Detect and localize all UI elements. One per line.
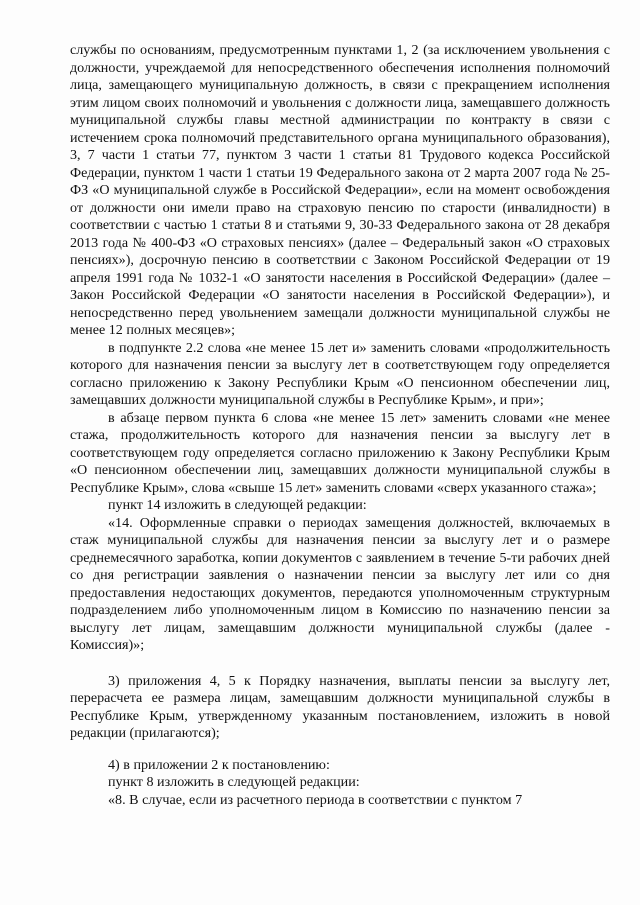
paragraph-point-14-text: «14. Оформленные справки о периодах замещения должностей, включаемых в стаж муниципальной службы для назначения пенсии за выслугу лет и о размере среднемесячного заработка, копии документов с заявлением в течение 5-ти рабочих дней со дня регистрации заявления о назначении пенсии за выслугу лет или со дня предоставления недостающих документов, передаются уполномоченным структурным подразделением либо уполномоченным лицом в Комиссию по назначению пенсии за выслугу лет лицам, замещавшим должности муниципальной службы (далее - Комиссия)»; [70, 514, 610, 653]
paragraph-point-6: в абзаце первом пункта 6 слова «не менее 15 лет» заменить словами «не менее стажа, продолжительность которого для назначения пенсии за выслугу лет в соответствующем году определяется согласно приложению к Закону Республики Крым «О пенсионном обеспечении лиц, замещавших должности муниципальной службы в Республике Крым», слова «свыше 15 лет» заменить словами «сверх указанного стажа»; [70, 409, 610, 496]
paragraph-item-3: 3) приложения 4, 5 к Порядку назначения, выплаты пенсии за выслугу лет, перерасчета ее размера лицам, замещавшим должности муниципальной службы в Республике Крым, утвержденному указанным постановлением, изложить в новой редакции (прилагаются); [70, 672, 610, 741]
paragraph-eligibility-conditions: службы по основаниям, предусмотренным пунктами 1, 2 (за исключением увольнения с должности, учреждаемой для непосредственного обеспечения исполнения полномочий лица, замещающего муниципальную должность, в связи с прекращением исполнения этим лицом своих полномочий и увольнения с должности лица, замещавшего должность муниципальной службы главы местной администрации по контракту в связи с истечением срока полномочий представительного органа муниципального образования), 3, 7 части 1 статьи 77, пунктом 3 части 1 статьи 81 Трудового кодекса Российской Федерации, пунктом 1 части 1 статьи 19 Федерального закона от 2 марта 2007 года № 25-ФЗ «О муниципальной службе в Российской Федерации», если на момент освобождения от должности они имели право на страховую пенсию по старости (инвалидности) в соответствии с частью 1 статьи 8 и статьями 9, 30-33 Федерального закона от 28 декабря 2013 года № 400-ФЗ «О страховых пенсиях» (далее – Федеральный закон «О страховых пенсиях»), досрочную пенсию в соответствии с Законом Российской Федерации от 19 апреля 1991 года № 1032-1 «О занятости населения в Российской Федерации» (далее – Закон Российской Федерации «О занятости населения в Российской Федерации»), и непосредственно перед увольнением замещали должности муниципальной службы не менее 12 полных месяцев»; [70, 42, 610, 338]
paragraph-item-4: 4) в приложении 2 к постановлению: [108, 756, 330, 773]
paragraph-point-8-text: «8. В случае, если из расчетного периода в соответствии с пунктом 7 [108, 791, 523, 808]
paragraph-point-8-intro: пункт 8 изложить в следующей редакции: [108, 774, 360, 790]
paragraph-point-14-intro: пункт 14 изложить в следующей редакции: [108, 497, 367, 513]
paragraph-spacer [70, 655, 610, 673]
paragraph-spacer [70, 743, 610, 757]
document-body [70, 42, 610, 809]
paragraph-subpoint-2-2: в подпункте 2.2 слова «не менее 15 лет и» заменить словами «продолжительность которого для назначения пенсии за выслугу лет в соответствующем году определяется согласно приложению к Закону Республики Крым «О пенсионном обеспечении лиц, замещавших должности муниципальной службы в Республике Крым», и при»; [70, 339, 610, 408]
